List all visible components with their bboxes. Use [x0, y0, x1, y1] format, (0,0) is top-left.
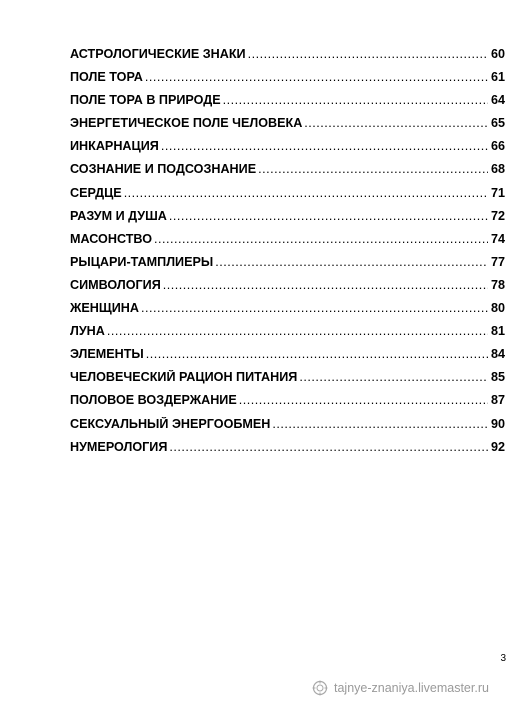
toc-entry-title: ЖЕНЩИНА [70, 301, 139, 316]
page-number: 3 [500, 653, 506, 664]
toc-dot-leader [258, 162, 488, 176]
toc-entry-page: 87 [490, 393, 505, 408]
toc-entry [70, 324, 505, 347]
toc-entry [70, 139, 505, 162]
toc-entry-page: 66 [490, 139, 505, 154]
toc-dot-leader [299, 370, 488, 384]
toc-dot-leader [239, 393, 488, 407]
toc-entry-title: ПОЛОВОЕ ВОЗДЕРЖАНИЕ [70, 393, 237, 408]
toc-entry-title: СОЗНАНИЕ И ПОДСОЗНАНИЕ [70, 162, 257, 177]
toc-dot-leader [163, 278, 488, 292]
toc-entry [70, 47, 505, 70]
toc-dot-leader [107, 324, 488, 338]
toc-entry-page: 65 [490, 116, 505, 131]
toc-entry-page: 84 [490, 347, 505, 362]
table-of-contents [70, 47, 505, 463]
toc-entry [70, 347, 505, 370]
toc-entry-title: ЧЕЛОВЕЧЕСКИЙ РАЦИОН ПИТАНИЯ [70, 370, 298, 385]
toc-entry [70, 116, 505, 139]
toc-entry [70, 370, 505, 393]
toc-entry-page: 61 [490, 70, 505, 85]
toc-dot-leader [223, 93, 488, 107]
toc-dot-leader [272, 417, 488, 431]
toc-entry-page: 74 [490, 231, 505, 246]
toc-entry-title: ЛУНА [70, 324, 105, 339]
toc-dot-leader [145, 70, 488, 84]
toc-entry-title: МАСОНСТВО [70, 231, 152, 246]
livemaster-logo-icon [312, 680, 328, 696]
toc-dot-leader [124, 186, 488, 200]
watermark [312, 680, 489, 696]
toc-entry-title: ПОЛЕ ТОРА В ПРИРОДЕ [70, 93, 221, 108]
toc-entry-page: 71 [490, 185, 505, 200]
toc-dot-leader [154, 232, 488, 246]
toc-entry-page: 85 [490, 370, 505, 385]
toc-entry-page: 78 [490, 277, 505, 292]
toc-dot-leader [169, 209, 488, 223]
toc-entry-page: 77 [490, 254, 505, 269]
toc-entry-title: СИМВОЛОГИЯ [70, 277, 161, 292]
toc-dot-leader [215, 255, 488, 269]
toc-dot-leader [141, 301, 488, 315]
toc-entry-title: НУМЕРОЛОГИЯ [70, 439, 168, 454]
toc-dot-leader [146, 347, 488, 361]
watermark-text: tajnye-znaniya.livemaster.ru [334, 681, 489, 695]
toc-dot-leader [304, 116, 488, 130]
toc-entry [70, 417, 505, 440]
toc-entry-page: 81 [490, 324, 505, 339]
toc-entry [70, 93, 505, 116]
toc-entry [70, 278, 505, 301]
toc-entry-page: 72 [490, 208, 505, 223]
toc-entry [70, 393, 505, 416]
toc-entry [70, 255, 505, 278]
toc-entry [70, 232, 505, 255]
toc-entry [70, 301, 505, 324]
toc-entry-title: ПОЛЕ ТОРА [70, 70, 143, 85]
toc-dot-leader [248, 47, 488, 61]
toc-entry-title: СЕРДЦЕ [70, 185, 122, 200]
toc-entry [70, 70, 505, 93]
toc-entry-title: ЭНЕРГЕТИЧЕСКОЕ ПОЛЕ ЧЕЛОВЕКА [70, 116, 303, 131]
toc-entry-title: РАЗУМ И ДУША [70, 208, 167, 223]
toc-entry-title: ЭЛЕМЕНТЫ [70, 347, 144, 362]
toc-entry-page: 60 [490, 47, 505, 61]
toc-entry [70, 440, 505, 463]
toc-entry-title: СЕКСУАЛЬНЫЙ ЭНЕРГООБМЕН [70, 416, 271, 431]
toc-entry [70, 162, 505, 185]
toc-entry-page: 64 [490, 93, 505, 108]
toc-dot-leader [161, 139, 488, 153]
toc-entry-title: ИНКАРНАЦИЯ [70, 139, 159, 154]
toc-entry-page: 80 [490, 301, 505, 316]
toc-entry-page: 92 [490, 439, 505, 454]
toc-entry-title: РЫЦАРИ-ТАМПЛИЕРЫ [70, 254, 214, 269]
toc-dot-leader [169, 440, 488, 454]
toc-entry-page: 90 [490, 416, 505, 431]
toc-entry [70, 209, 505, 232]
toc-entry [70, 186, 505, 209]
toc-entry-page: 68 [490, 162, 505, 177]
toc-entry-title: АСТРОЛОГИЧЕСКИЕ ЗНАКИ [70, 47, 246, 61]
